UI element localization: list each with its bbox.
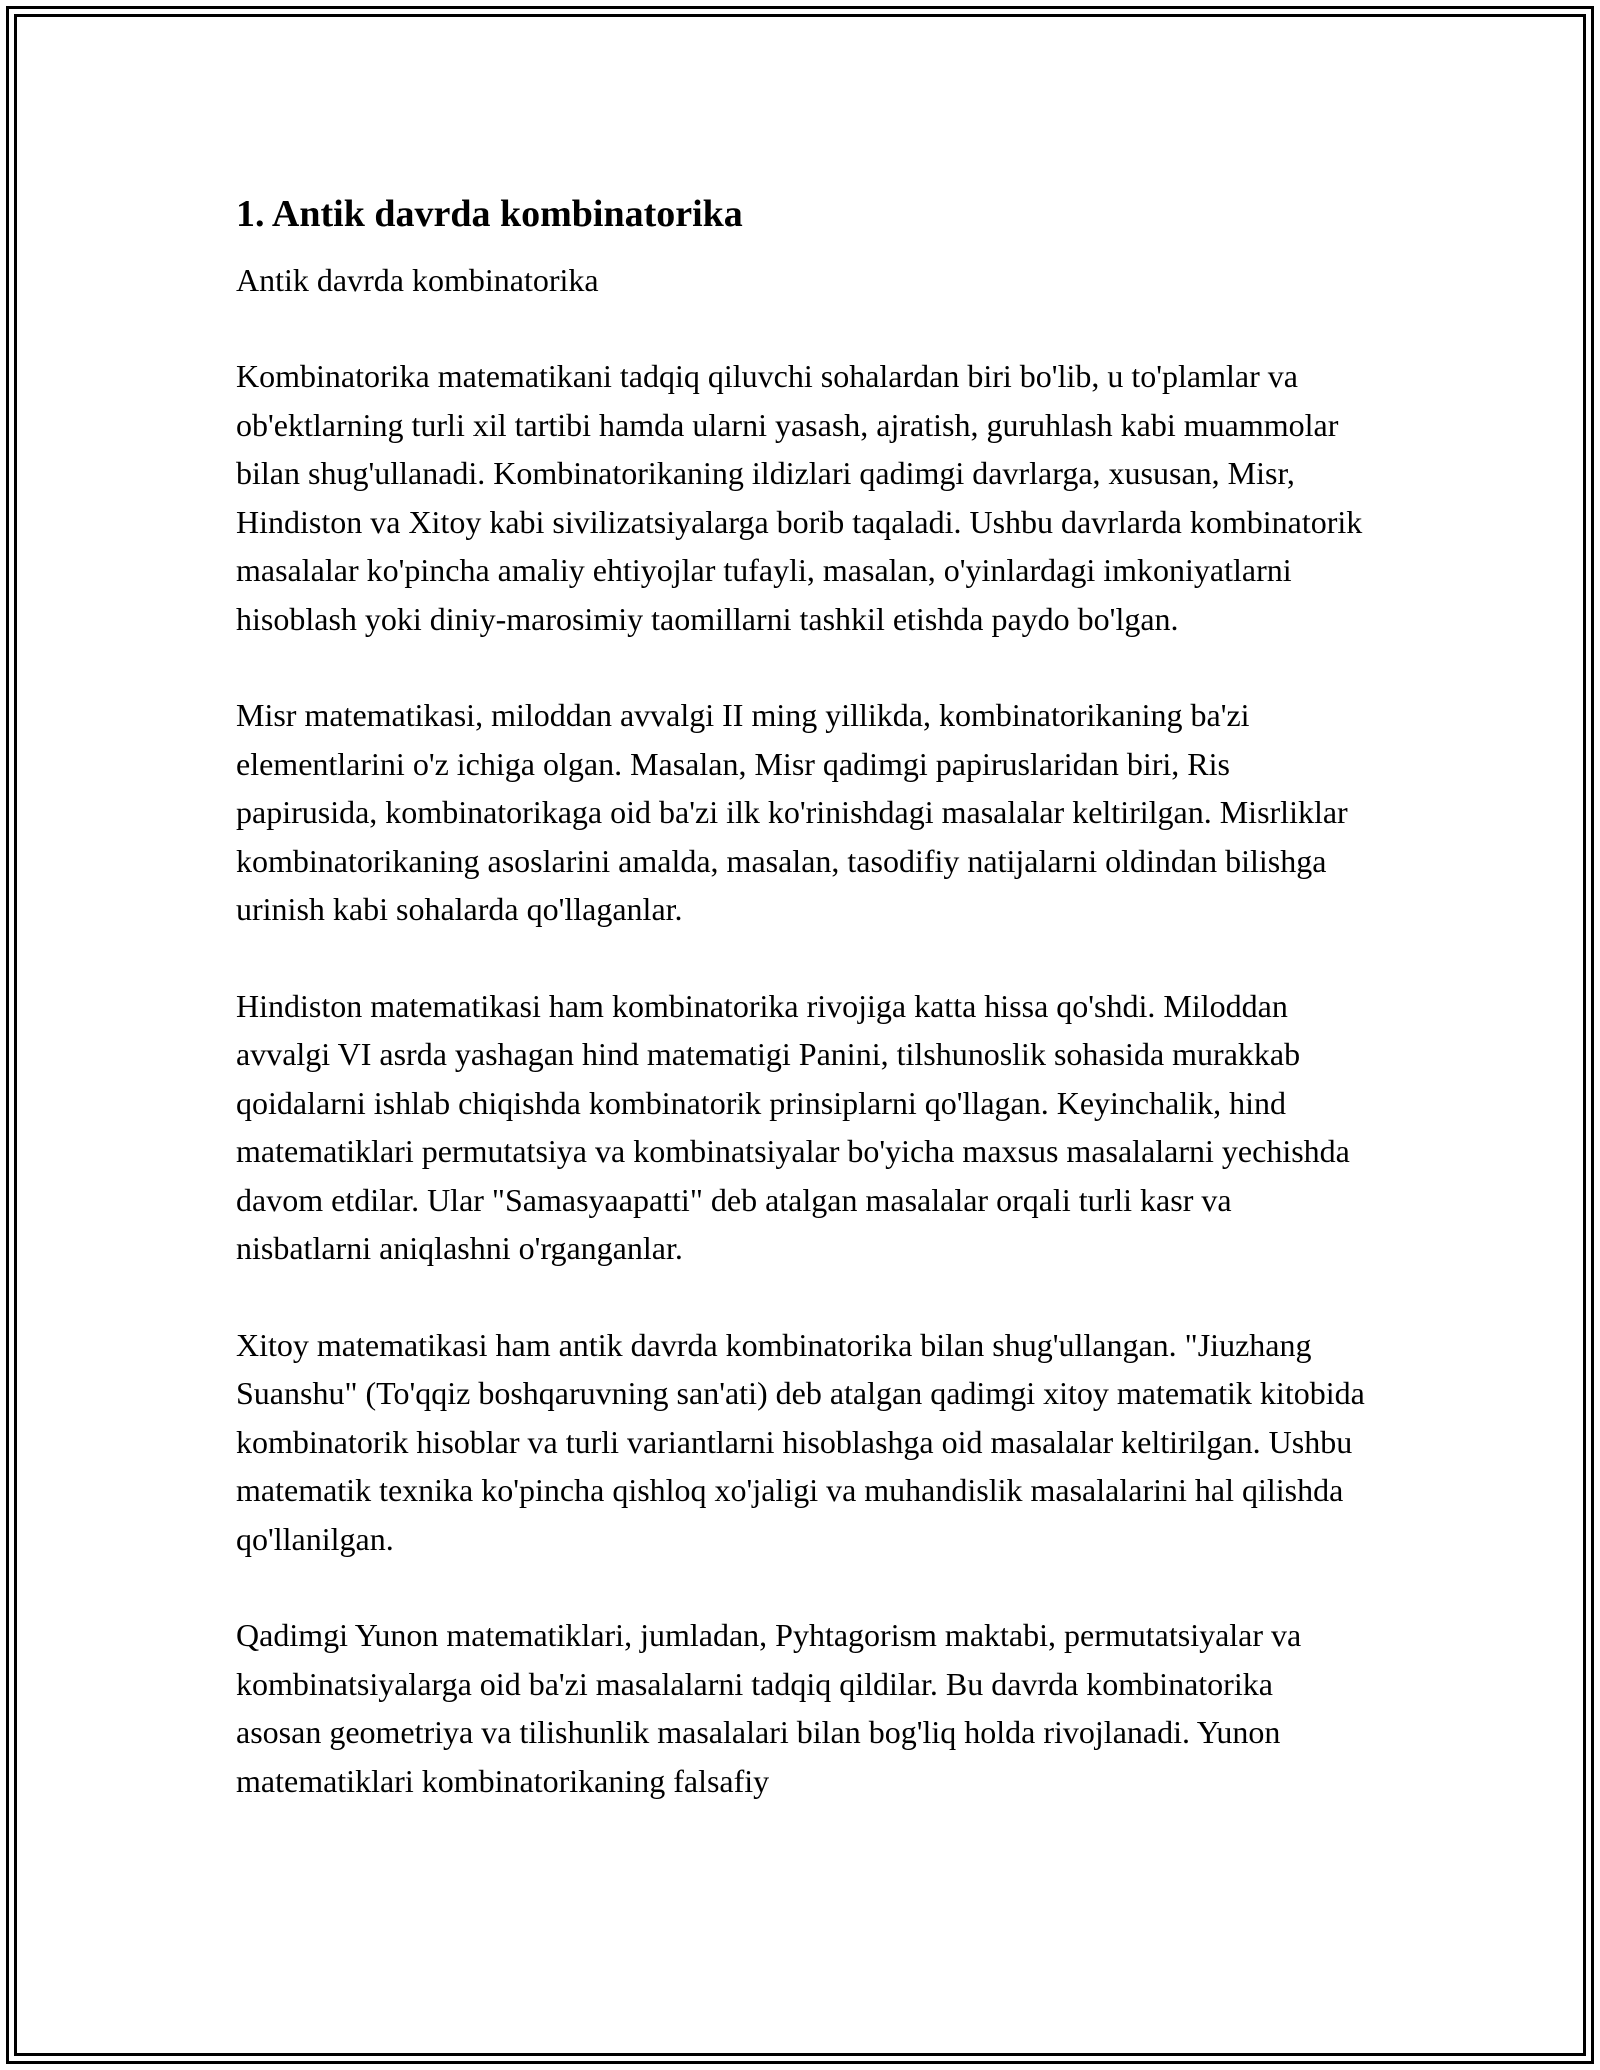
paragraph-egypt: Misr matematikasi, miloddan avvalgi II ming yillikda, kombinatorikaning ba'zi elementlarini o'z ichiga olgan. Masalan, Misr qadimgi papiruslaridan biri, Ris papirusida, kombinatorikaga oid ba'zi ilk ko'rinishdagi masalalar keltirilgan. Misrliklar kombinatorikaning asoslarini amalda, masalan, tasodifiy natijalarni oldindan bilishga urinish kabi sohalarda qo'llaganlar. <box>236 697 1348 927</box>
document-body <box>236 186 1366 1853</box>
section-heading: 1. Antik davrda kombinatorika <box>236 193 743 235</box>
paragraph-china: Xitoy matematikasi ham antik davrda kombinatorika bilan shug'ullangan. "Jiuzhang Suanshu" (To'qqiz boshqaruvning san'ati) deb atalgan qadimgi xitoy matematik kitobida kombinatorik hisoblar va turli variantlarni hisoblashga oid masalalar keltirilgan. Ushbu matematik texnika ko'pincha qishloq xo'jaligi va muhandislik masalalarini hal qilishda qo'llanilgan. <box>236 1326 1365 1557</box>
section-subtitle: Antik davrda kombinatorika <box>236 262 599 298</box>
paragraph-india: Hindiston matematikasi ham kombinatorika rivojiga katta hissa qo'shdi. Miloddan avvalgi VI asrda yashagan hind matematigi Panini, tilshunoslik sohasida murakkab qoidalarni ishlab chiqishda kombinatorik prinsiplarni qo'llagan. Keyinchalik, hind matematiklari permutatsiya va kombinatsiyalar bo'yicha maxsus masalalarni yechishda davom etdilar. Ular "Samasyaapatti" deb atalgan masalalar orqali turli kasr va nisbatlarni aniqlashni o'rganganlar. <box>236 987 1350 1266</box>
paragraph-intro: Kombinatorika matematikani tadqiq qiluvchi sohalardan biri bo'lib, u to'plamlar va ob'ektlarning turli xil tartibi hamda ularni yasash, ajratish, guruhlash kabi muammolar bilan shug'ullanadi. Kombinatorikaning ildizlari qadimgi davrlarga, xususan, Misr, Hindiston va Xitoy kabi sivilizatsiyalarga borib taqaladi. Ushbu davrlarda kombinatorik masalalar ko'pincha amaliy ehtiyojlar tufayli, masalan, o'yinlardagi imkoniyatlarni hisoblash yoki diniy-marosimiy taomillarni tashkil etishda paydo bo'lgan. <box>236 358 1363 637</box>
paragraph-greece: Qadimgi Yunon matematiklari, jumladan, Pyhtagorism maktabi, permutatsiyalar va kombinatsiyalarga oid ba'zi masalalarni tadqiq qildilar. Bu davrda kombinatorika asosan geometriya va tilishunlik masalalari bilan bog'liq holda rivojlanadi. Yunon matematiklari kombinatorikaning falsafiy <box>236 1617 1302 1799</box>
